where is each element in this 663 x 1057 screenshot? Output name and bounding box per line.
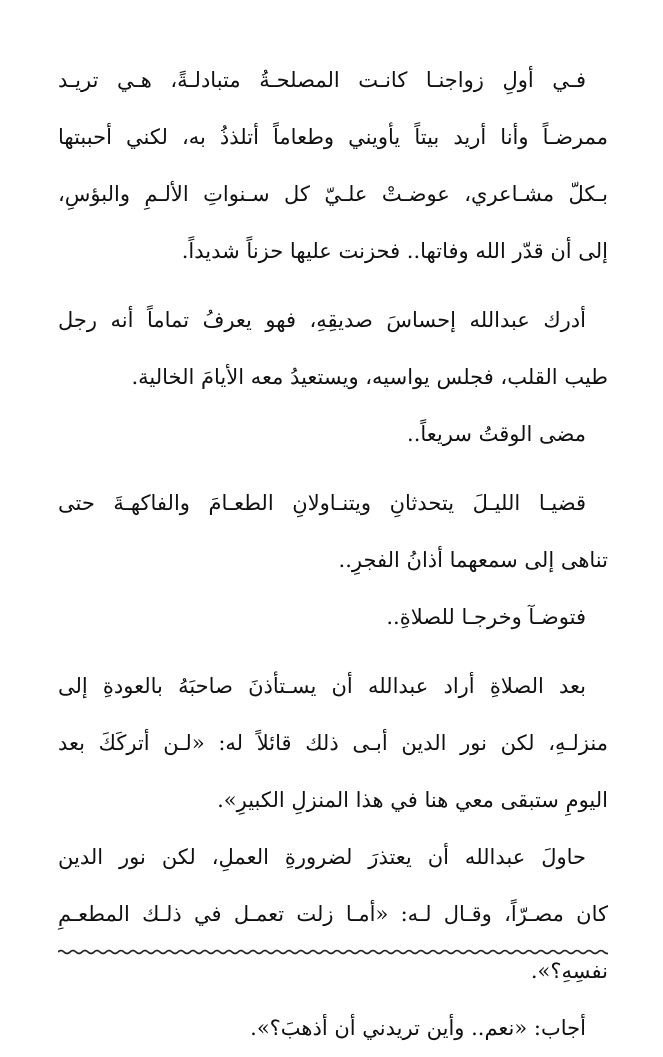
paragraph	[58, 406, 608, 463]
text-line: قضيـا الليـلَ يتحدثانِ ويتنـاولانِ الطعـامَ والفاكهـةَ حتى	[58, 491, 586, 515]
text-line: طيب القلب، فجلس يواسيه، ويستعيدُ معه الأيامَ الخالية.	[131, 365, 608, 389]
text-line: مضى الوقتُ سريعاً..	[407, 422, 586, 446]
text-line: إلى أن قدّر الله وفاتها.. فحزنت عليها حزناً شديداً.	[181, 239, 608, 263]
paragraph	[58, 475, 608, 589]
text-line: منزلـهِ، لكن نور الدين أبـى ذلك قائلاً له: «لـن أتركَكَ بعد	[58, 731, 608, 755]
text-line: بعد الصلاةِ أراد عبدالله أن يسـتأذنَ صاحبَهُ بالعودةِ إلى	[58, 674, 586, 698]
text-line: أجاب: «نعم.. وأين تريدني أن أذهبَ؟».	[250, 1016, 586, 1040]
paragraph	[58, 589, 608, 646]
paragraph	[58, 829, 608, 1000]
text-line: فـي أولِ زواجنـا كانـت المصلحـةُ متبادلـةً، هـي تريـد	[58, 68, 586, 92]
paragraph	[58, 292, 608, 406]
text-line: نفسِهِ؟».	[530, 959, 608, 983]
text-line: تناهى إلى سمعهما أذانُ الفجرِ..	[338, 548, 608, 572]
text-line: أدرك عبدالله إحساسَ صديقِهِ، فهو يعرفُ تماماً أنه رجل	[58, 308, 586, 332]
text-line: حاولَ عبدالله أن يعتذرَ لضرورةِ العملِ، لكن نور الدين	[58, 845, 586, 869]
text-line: اليومِ ستبقى معي هنا في هذا المنزلِ الكبيرِ».	[217, 788, 608, 812]
wavy-divider	[58, 944, 608, 960]
paragraph	[58, 52, 608, 280]
paragraph	[58, 658, 608, 829]
text-line: كان مصـرّاً، وقـال لـه: «أمـا زلت تعمـل في ذلـك المطعـمِ	[58, 902, 608, 926]
text-line: ممرضـاً وأنا أريد بيتاً يأويني وطعاماً أتلذذُ به، لكني أحببتها	[58, 125, 608, 149]
text-line: فتوضـآ وخرجـا للصلاةِ..	[386, 605, 586, 629]
paragraph	[58, 1000, 608, 1057]
text-line: بـكلّ مشـاعري، عوضـتْ علـيّ كل سـنواتِ الألـمِ والبؤسِ،	[58, 182, 608, 206]
book-page-text	[58, 52, 608, 1057]
